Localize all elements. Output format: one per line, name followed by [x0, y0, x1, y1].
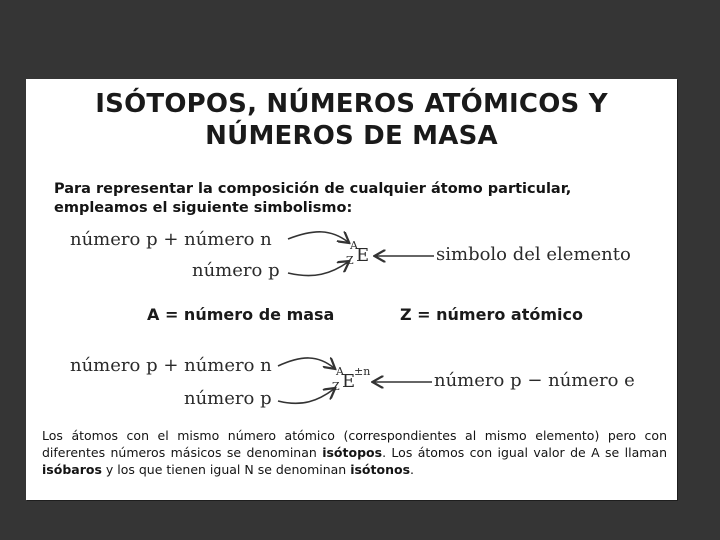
mass-superscript-2: A	[336, 365, 344, 378]
footer-text-2: . Los átomos con igual valor de A se llaman	[382, 445, 667, 460]
mass-number-expression-2: número p + número n	[70, 355, 272, 376]
title-line-2: NÚMEROS DE MASA	[205, 121, 498, 151]
arrow-proton-to-symbol	[288, 262, 348, 276]
term-isobars: isóbaros	[42, 462, 102, 477]
atomic-number-definition: Z = número atómico	[400, 305, 583, 324]
proton-number-expression: número p	[192, 260, 280, 281]
mass-number-definition: A = número de masa	[147, 305, 335, 324]
element-letter: E	[356, 245, 370, 266]
intro-line-1: Para representar la composición de cualquier átomo particular,	[54, 181, 572, 197]
arrow-mass-to-ion	[278, 358, 334, 368]
term-isotones: isótonos	[350, 462, 411, 477]
slide	[26, 79, 677, 500]
element-letter-2: E	[342, 371, 356, 392]
charge-label: número p − número e	[434, 370, 635, 391]
proton-number-expression-2: número p	[184, 388, 272, 409]
title-line-1: ISÓTOPOS, NÚMEROS ATÓMICOS Y	[95, 89, 608, 119]
footer-text-4: .	[410, 462, 414, 477]
atomic-subscript-2: Z	[332, 380, 340, 393]
intro-line-2: empleamos el siguiente simbolismo:	[54, 200, 353, 216]
isotope-explanation	[42, 427, 667, 478]
footer-text-1: Los átomos con el mismo número atómico (correspondientes al mismo elemento) pero con diferentes números másicos se denominan	[42, 428, 667, 460]
footer-text-3: y los que tienen igual N se denominan	[101, 462, 351, 477]
charge-superscript: ±n	[354, 365, 371, 378]
arrow-proton-to-ion	[278, 389, 334, 403]
term-isotopes: isótopos	[322, 445, 383, 460]
element-symbol-label: simbolo del elemento	[436, 244, 631, 265]
mass-superscript: A	[350, 239, 358, 252]
atomic-subscript: Z	[346, 254, 354, 267]
arrow-mass-to-symbol	[288, 232, 348, 242]
mass-number-expression: número p + número n	[70, 229, 272, 250]
intro-text	[54, 180, 571, 218]
